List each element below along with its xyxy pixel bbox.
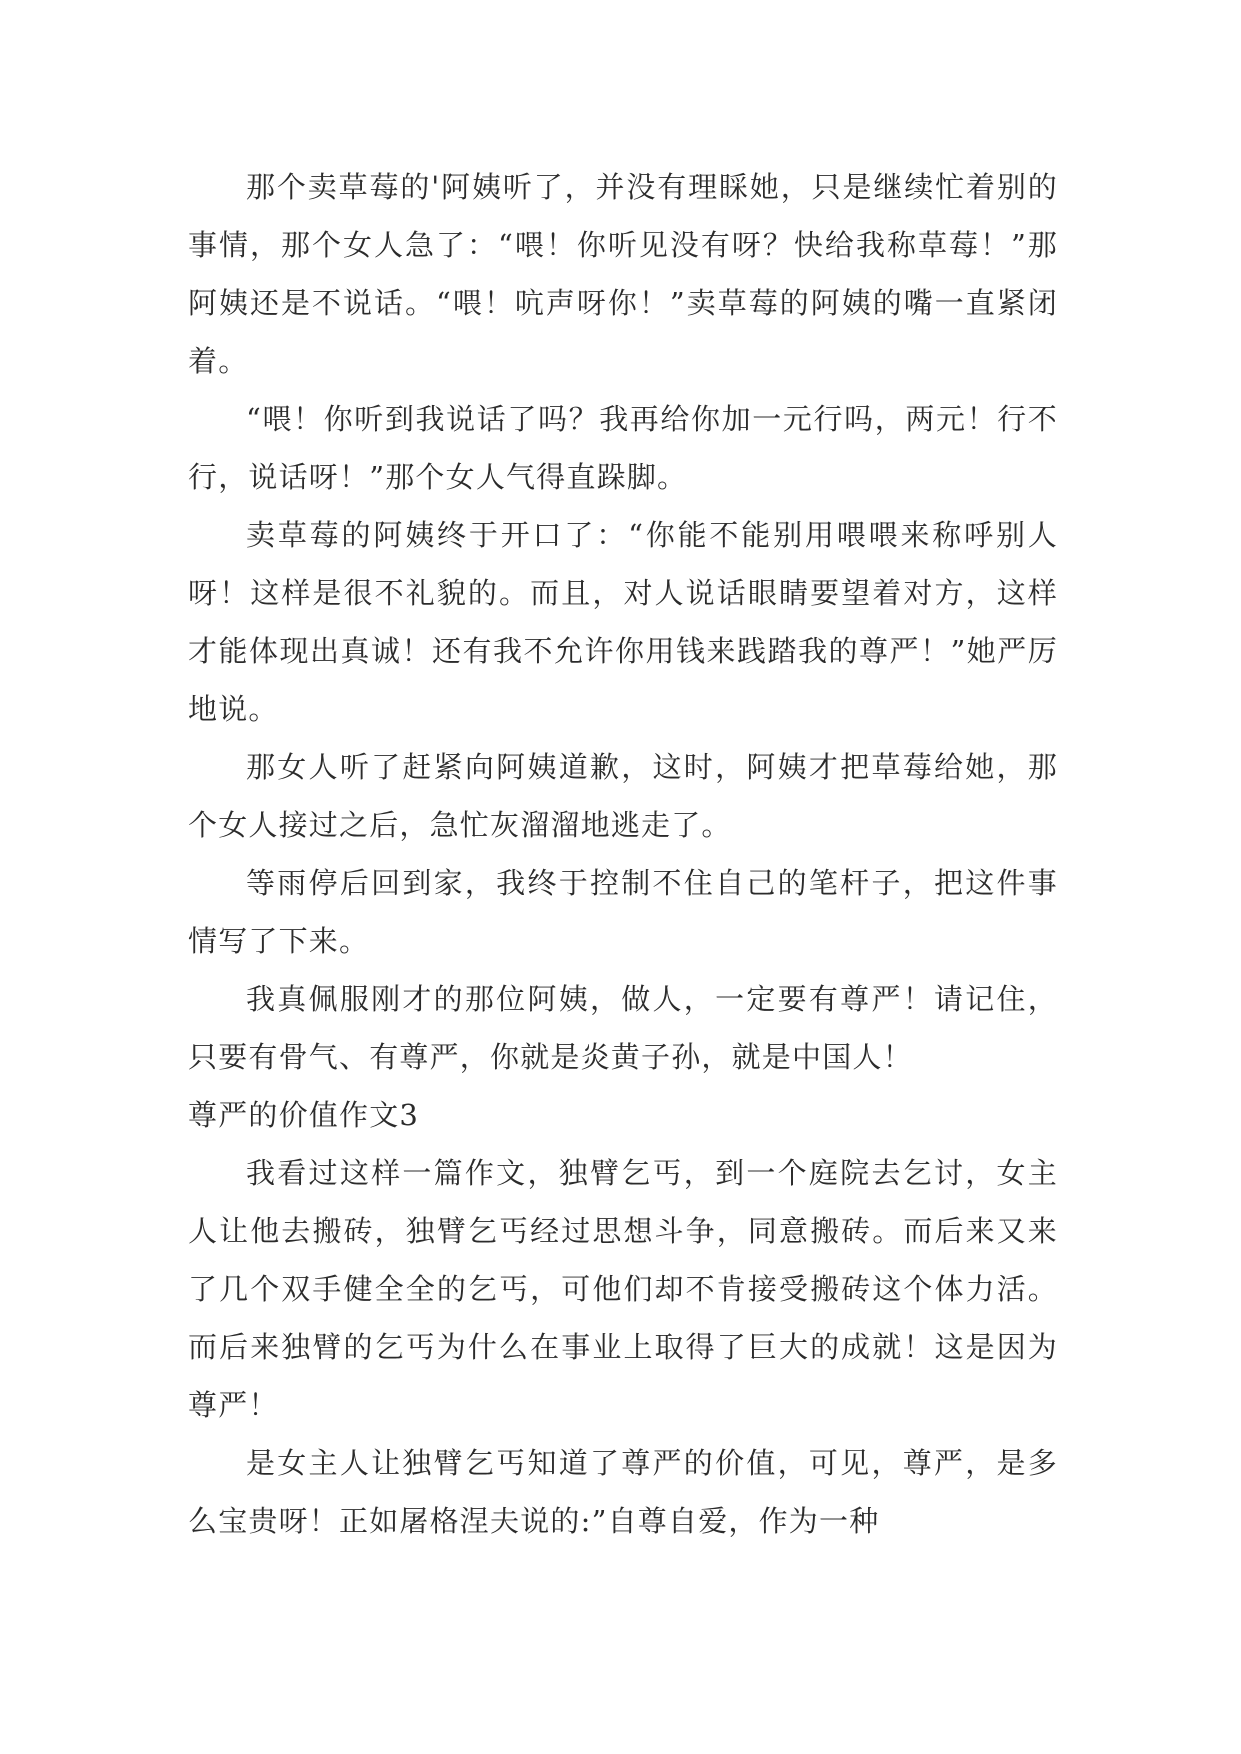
paragraph: 那女人听了赶紧向阿姨道歉，这时，阿姨才把草莓给她，那个女人接过之后，急忙灰溜溜地逃走了。 xyxy=(188,750,1058,842)
paragraph: 等雨停后回到家，我终于控制不住自己的笔杆子，把这件事情写了下来。 xyxy=(188,866,1058,958)
paragraph: “喂！你听到我说话了吗？我再给你加一元行吗，两元！行不行，说话呀！”那个女人气得直跺脚。 xyxy=(188,402,1058,494)
paragraph: 是女主人让独臂乞丐知道了尊严的价值，可见，尊严，是多么宝贵呀！正如屠格涅夫说的:”自尊自爱，作为一种 xyxy=(188,1446,1058,1538)
paragraph: 我真佩服刚才的那位阿姨，做人，一定要有尊严！请记住，只要有骨气、有尊严，你就是炎黄子孙，就是中国人！ xyxy=(188,982,1058,1074)
paragraph: 我看过这样一篇作文，独臂乞丐，到一个庭院去乞讨，女主人让他去搬砖，独臂乞丐经过思想斗争，同意搬砖。而后来又来了几个双手健全全的乞丐，可他们却不肯接受搬砖这个体力活。而后来独臂的乞丐为什么在事业上取得了巨大的成就！这是因为尊严！ xyxy=(188,1156,1058,1422)
section-title: 尊严的价值作文3 xyxy=(188,1098,420,1132)
paragraph: 那个卖草莓的'阿姨听了，并没有理睬她，只是继续忙着别的事情，那个女人急了：“喂！你听见没有呀？快给我称草莓！”那阿姨还是不说话。“喂！吭声呀你！”卖草莓的阿姨的嘴一直紧闭着。 xyxy=(188,170,1058,378)
document-body xyxy=(188,158,1058,1550)
paragraph: 卖草莓的阿姨终于开口了：“你能不能别用喂喂来称呼别人呀！这样是很不礼貌的。而且，对人说话眼睛要望着对方，这样才能体现出真诚！还有我不允许你用钱来践踏我的尊严！”她严厉地说。 xyxy=(188,518,1058,726)
